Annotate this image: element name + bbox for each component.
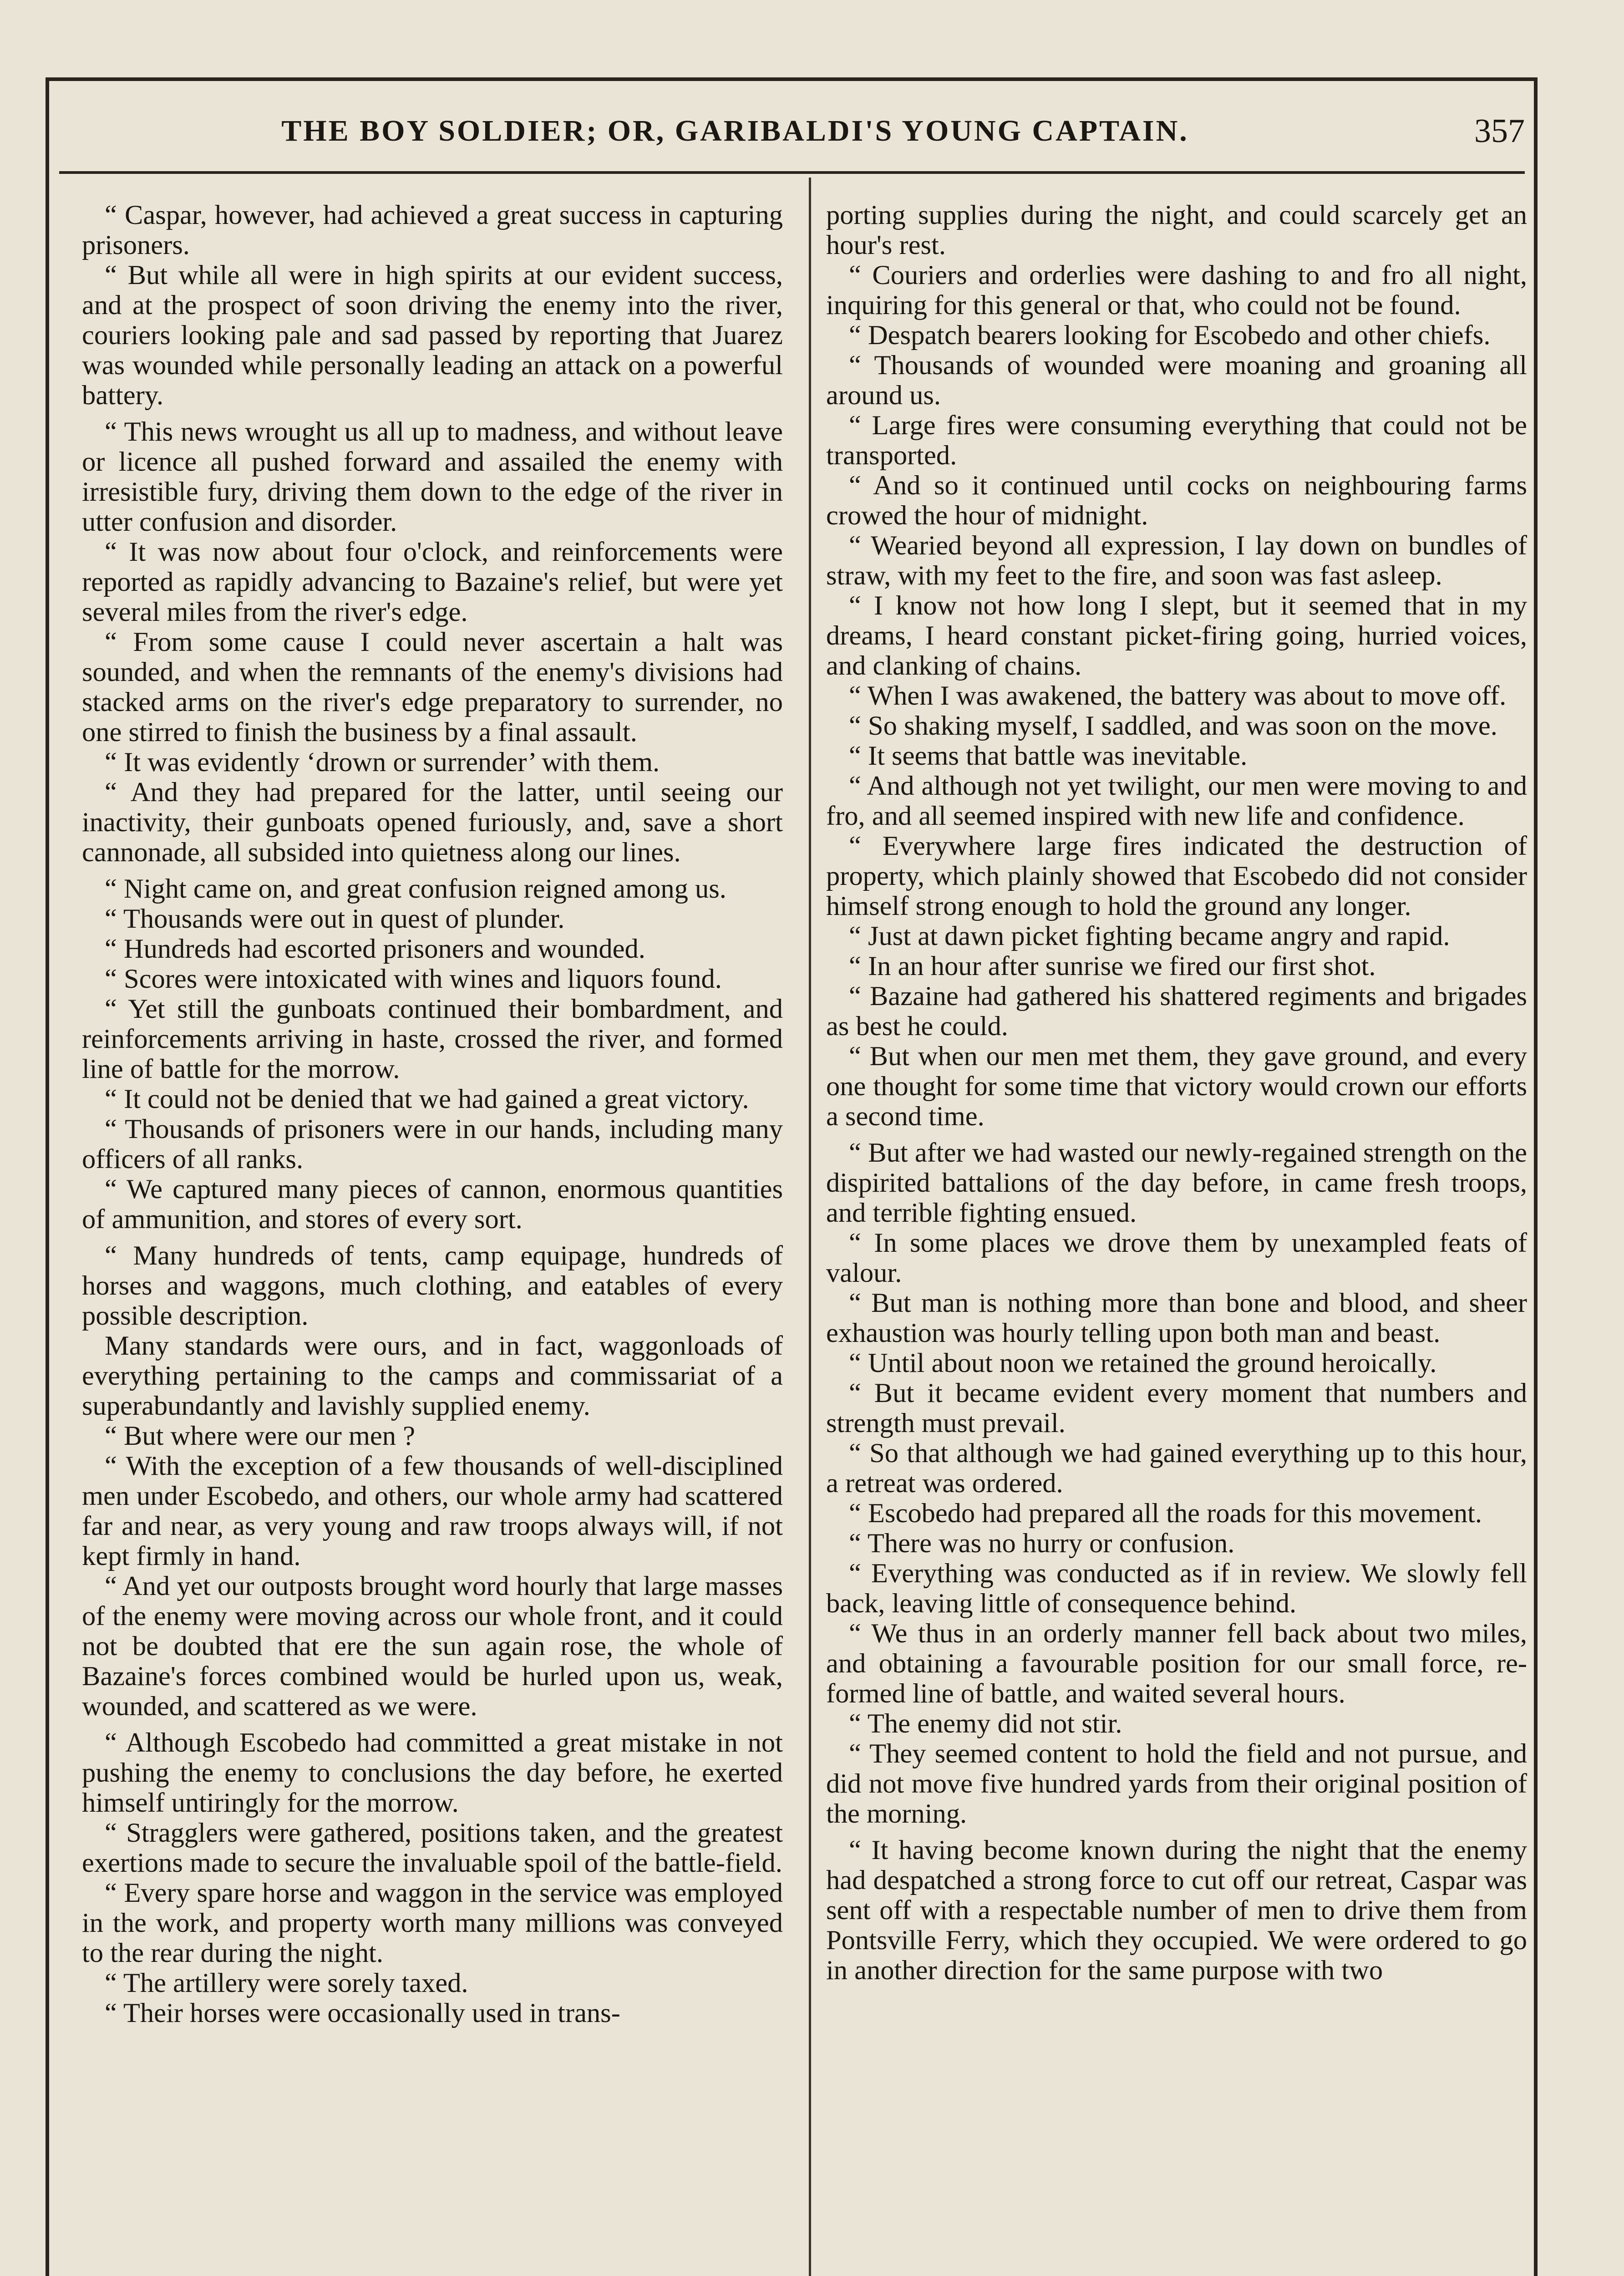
paragraph: “ Thousands of prisoners were in our hands, including many officers of all ranks. bbox=[82, 1114, 783, 1174]
paragraph: Many standards were ours, and in fact, waggonloads of everything pertaining to the camps and commissariat of a superabundantly and lavishly supplied enemy. bbox=[82, 1331, 783, 1421]
paragraph: “ Caspar, however, had achieved a great success in capturing prisoners. bbox=[82, 200, 783, 260]
paragraph: “ We thus in an orderly manner fell back about two miles, and obtaining a favourable position for our small force, re-formed line of battle, and waited several hours. bbox=[826, 1618, 1527, 1709]
paragraph: “ It could not be denied that we had gained a great victory. bbox=[105, 1084, 749, 1114]
paragraph: “ Every spare horse and waggon in the service was employed in the work, and property worth many millions was conveyed to the rear during the night. bbox=[82, 1878, 783, 1968]
paragraph: “ So that although we had gained everything up to this hour, a retreat was ordered. bbox=[826, 1438, 1527, 1499]
paragraph: “ Many hundreds of tents, camp equipage, hundreds of horses and waggons, much clothing, and eatables of every possible description. bbox=[82, 1240, 783, 1331]
paragraph: “ Everything was conducted as if in review. We slowly fell back, leaving little of consequence behind. bbox=[826, 1558, 1527, 1619]
paragraph: “ But man is nothing more than bone and blood, and sheer exhaustion was hourly telling upon both man and beast. bbox=[826, 1288, 1527, 1348]
paragraph: “ And they had prepared for the latter, until seeing our inactivity, their gunboats opened furiously, and, save a short cannonade, all subsided into quietness along our lines. bbox=[82, 777, 783, 868]
left-column bbox=[82, 200, 783, 2028]
paragraph: “ Thousands of wounded were moaning and groaning all around us. bbox=[826, 350, 1527, 411]
paragraph: “ Hundreds had escorted prisoners and wounded. bbox=[105, 934, 645, 964]
paragraph: “ The enemy did not stir. bbox=[849, 1708, 1122, 1739]
paragraph: “ Thousands were out in quest of plunder. bbox=[105, 904, 565, 934]
paragraph: “ And so it continued until cocks on neighbouring farms crowed the hour of midnight. bbox=[826, 470, 1527, 531]
paragraph: “ We captured many pieces of cannon, enormous quantities of ammunition, and stores of every sort. bbox=[82, 1174, 783, 1235]
page-number: 357 bbox=[1474, 112, 1525, 150]
paragraph: “ The artillery were sorely taxed. bbox=[105, 1968, 468, 1998]
paragraph: “ Stragglers were gathered, positions taken, and the greatest exertions made to secure the invaluable spoil of the battle-field. bbox=[82, 1818, 783, 1878]
paragraph: “ But after we had wasted our newly-regained strength on the dispirited battalions of the day before, in came fresh troops, and terrible fighting ensued. bbox=[826, 1138, 1527, 1228]
column-divider bbox=[809, 178, 811, 2276]
paragraph: “ It was now about four o'clock, and reinforcements were reported as rapidly advancing to Bazaine's relief, but were yet several miles from the river's edge. bbox=[82, 537, 783, 627]
paragraph: “ This news wrought us all up to madness, and without leave or licence all pushed forward and assailed the enemy with irresistible fury, driving them down to the edge of the river in utter confusion and disorder. bbox=[82, 417, 783, 537]
paragraph: “ But where were our men ? bbox=[105, 1421, 416, 1451]
paragraph: “ Wearied beyond all expression, I lay down on bundles of straw, with my feet to the fire, and soon was fast asleep. bbox=[826, 530, 1527, 591]
paragraph: “ But while all were in high spirits at our evident success, and at the prospect of soon driving the enemy into the river, couriers looking pale and sad passed by reporting that Juarez was wounded while personally leading an attack on a powerful battery. bbox=[82, 260, 783, 411]
paragraph: porting supplies during the night, and could scarcely get an hour's rest. bbox=[826, 200, 1527, 260]
running-title: THE BOY SOLDIER; OR, GARIBALDI'S YOUNG CAPTAIN. bbox=[281, 114, 1189, 147]
paragraph: “ But it became evident every moment that numbers and strength must prevail. bbox=[826, 1378, 1527, 1438]
paragraph: “ Large fires were consuming everything that could not be transported. bbox=[826, 410, 1527, 471]
paragraph: “ In an hour after sunrise we fired our first shot. bbox=[849, 951, 1376, 981]
paragraph: “ When I was awakened, the battery was about to move off. bbox=[849, 681, 1507, 711]
paragraph: “ It was evidently ‘drown or surrender’ with them. bbox=[105, 747, 660, 777]
paragraph: “ Although Escobedo had committed a great mistake in not pushing the enemy to conclusions the day before, he exerted himself untiringly for the morrow. bbox=[82, 1727, 783, 1818]
paragraph: “ Couriers and orderlies were dashing to and fro all night, inquiring for this general or that, who could not be found. bbox=[826, 260, 1527, 320]
paragraph: “ There was no hurry or confusion. bbox=[849, 1528, 1235, 1559]
paragraph: “ But when our men met them, they gave ground, and every one thought for some time that victory would crown our efforts a second time. bbox=[826, 1041, 1527, 1132]
paragraph: “ With the exception of a few thousands of well-disciplined men under Escobedo, and others, our whole army had scattered far and near, as very young and raw troops always will, if not kept firmly in hand. bbox=[82, 1451, 783, 1571]
paragraph: “ It having become known during the night that the enemy had despatched a strong force to cut off our retreat, Caspar was sent off with a respectable number of men to drive them from Pontsville Ferry, which they occupied. We were ordered to go in another direction for the same purpose with two bbox=[826, 1835, 1527, 1986]
paragraph: “ Yet still the gunboats continued their bombardment, and reinforcements arriving in haste, crossed the river, and formed line of battle for the morrow. bbox=[82, 994, 783, 1084]
paragraph: “ And yet our outposts brought word hourly that large masses of the enemy were moving across our whole front, and it could not be doubted that ere the sun again rose, the whole of Bazaine's forces combined would be hurled upon us, weak, wounded, and scattered as we were. bbox=[82, 1571, 783, 1722]
paragraph: “ Despatch bearers looking for Escobedo and other chiefs. bbox=[849, 320, 1491, 351]
paragraph: “ Night came on, and great confusion reigned among us. bbox=[105, 874, 726, 904]
paragraph: “ Bazaine had gathered his shattered regiments and brigades as best he could. bbox=[826, 981, 1527, 1041]
paragraph: “ From some cause I could never ascertain a halt was sounded, and when the remnants of the enemy's divisions had stacked arms on the river's edge preparatory to surrender, no one stirred to finish the business by a final assault. bbox=[82, 627, 783, 747]
right-column bbox=[826, 200, 1527, 1986]
paragraph: “ Scores were intoxicated with wines and liquors found. bbox=[105, 964, 722, 994]
paragraph: “ It seems that battle was inevitable. bbox=[849, 741, 1248, 771]
paragraph: “ So shaking myself, I saddled, and was soon on the move. bbox=[849, 711, 1497, 741]
page-header bbox=[59, 109, 1525, 159]
header-rule bbox=[59, 171, 1525, 174]
paragraph: “ Everywhere large fires indicated the destruction of property, which plainly showed that Escobedo did not consider himself strong enough to hold the ground any longer. bbox=[826, 831, 1527, 921]
paragraph: “ Their horses were occasionally used in trans- bbox=[105, 1998, 620, 2028]
paragraph: “ And although not yet twilight, our men were moving to and fro, and all seemed inspired with new life and confidence. bbox=[826, 771, 1527, 831]
paragraph: “ Until about noon we retained the ground heroically. bbox=[849, 1348, 1437, 1378]
paragraph: “ In some places we drove them by unexampled feats of valour. bbox=[826, 1228, 1527, 1288]
paragraph: “ Escobedo had prepared all the roads for this movement. bbox=[849, 1498, 1482, 1529]
paragraph: “ They seemed content to hold the field and not pursue, and did not move five hundred yards from their original position of the morning. bbox=[826, 1738, 1527, 1829]
paragraph: “ Just at dawn picket fighting became angry and rapid. bbox=[849, 921, 1450, 951]
paragraph: “ I know not how long I slept, but it seemed that in my dreams, I heard constant picket-firing going, hurried voices, and clanking of chains. bbox=[826, 590, 1527, 681]
